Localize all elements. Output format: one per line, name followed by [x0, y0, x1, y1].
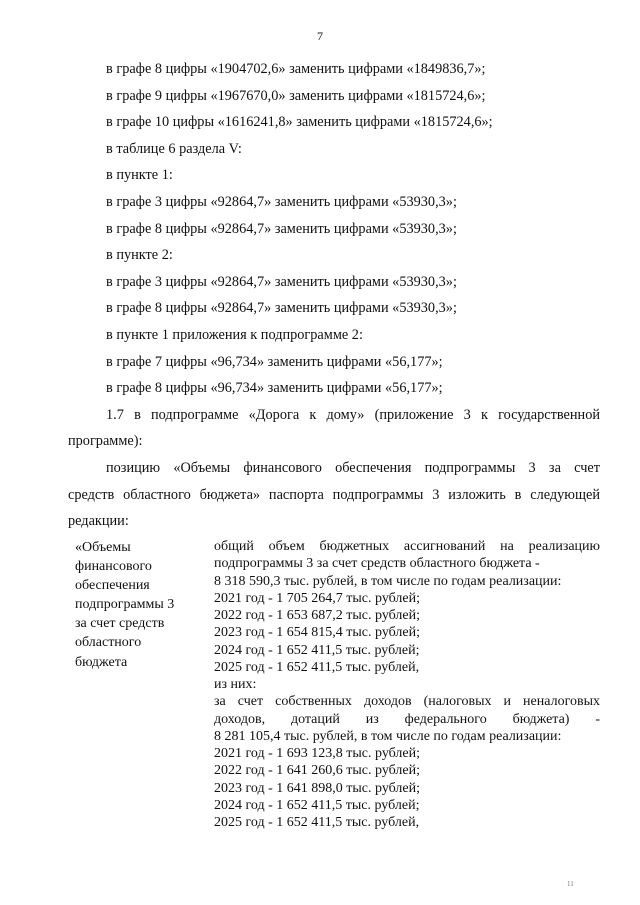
passport-value-line: 2023 год - 1 654 815,4 тыс. рублей; — [214, 625, 421, 641]
item-1-7-line1: 1.7 в подпрограмме «Дорога к дому» (приложение 3 к государственной — [106, 406, 600, 423]
passport-value-line: 2022 год - 1 641 260,6 тыс. рублей; — [214, 763, 421, 779]
passport-label-line: бюджета — [75, 654, 128, 670]
text-line: в пункте 1: — [106, 167, 173, 184]
passport-value-line: 2024 год - 1 652 411,5 тыс. рублей; — [214, 797, 420, 813]
text-line: в пункте 2: — [106, 247, 173, 264]
passport-value-cell — [214, 538, 600, 831]
text-line: в графе 8 цифры «92864,7» заменить цифрами «53930,3»; — [106, 300, 457, 317]
text-line: в графе 10 цифры «1616241,8» заменить цифрами «1815724,6»; — [106, 114, 493, 131]
text-line: в графе 3 цифры «92864,7» заменить цифрами «53930,3»; — [106, 273, 457, 290]
passport-value-line: подпрограммы 3 за счет средств областного бюджета - — [214, 556, 540, 572]
passport-value-line: за счет собственных доходов (налоговых и неналоговых — [214, 694, 600, 710]
passport-value-line: общий объем бюджетных ассигнований на реализацию — [214, 539, 600, 554]
passport-value-line: 8 318 590,3 тыс. рублей, в том числе по годам реализации: — [214, 573, 562, 589]
passport-label-cell — [75, 538, 205, 672]
passport-value-line: 2021 год - 1 693 123,8 тыс. рублей; — [214, 746, 421, 761]
footer-mark: 11 — [567, 880, 574, 888]
text-line: в пункте 1 приложения к подпрограмме 2: — [106, 326, 363, 343]
text-line: в графе 3 цифры «92864,7» заменить цифрами «53930,3»; — [106, 193, 457, 210]
passport-value-line: из них: — [214, 677, 257, 692]
text-line: в таблице 6 раздела V: — [106, 140, 242, 157]
passport-label-line: финансового — [75, 559, 152, 575]
item-1-7-line2: программе): — [68, 433, 143, 450]
text-line: в графе 9 цифры «1967670,0» заменить цифрами «1815724,6»; — [106, 87, 486, 104]
page-number: 7 — [317, 29, 323, 43]
passport-label-line: за счет средств — [75, 616, 165, 632]
passport-value-line: 2022 год - 1 653 687,2 тыс. рублей; — [214, 608, 421, 623]
passport-value-line: 2025 год - 1 652 411,5 тыс. рублей, — [214, 815, 420, 830]
document-body — [68, 56, 600, 535]
position-paragraph-line3: редакции: — [68, 513, 129, 530]
passport-value-line: доходов, дотаций из федерального бюджета) - — [214, 711, 600, 727]
text-line: в графе 8 цифры «96,734» заменить цифрами «56,177»; — [106, 380, 443, 397]
passport-label-line: областного — [75, 635, 142, 651]
passport-value-line: 2023 год - 1 641 898,0 тыс. рублей; — [214, 780, 421, 796]
passport-value-line: 2025 год - 1 652 411,5 тыс. рублей, — [214, 659, 420, 675]
passport-label-line: обеспечения — [75, 578, 150, 594]
passport-value-line: 8 281 105,4 тыс. рублей, в том числе по годам реализации: — [214, 728, 562, 744]
position-paragraph-line1: позицию «Объемы финансового обеспечения подпрограммы 3 за счет — [106, 459, 600, 476]
passport-label-line: подпрограммы 3 — [75, 597, 175, 613]
passport-label-line: «Объемы — [75, 540, 131, 555]
passport-value-line: 2024 год - 1 652 411,5 тыс. рублей; — [214, 642, 420, 658]
position-paragraph-line2: средств областного бюджета» паспорта подпрограммы 3 изложить в следующей — [68, 486, 600, 503]
text-line: в графе 8 цифры «92864,7» заменить цифрами «53930,3»; — [106, 220, 457, 237]
passport-value-line: 2021 год - 1 705 264,7 тыс. рублей; — [214, 590, 421, 606]
text-line: в графе 8 цифры «1904702,6» заменить цифрами «1849836,7»; — [106, 61, 486, 77]
text-line: в графе 7 цифры «96,734» заменить цифрами «56,177»; — [106, 353, 443, 370]
